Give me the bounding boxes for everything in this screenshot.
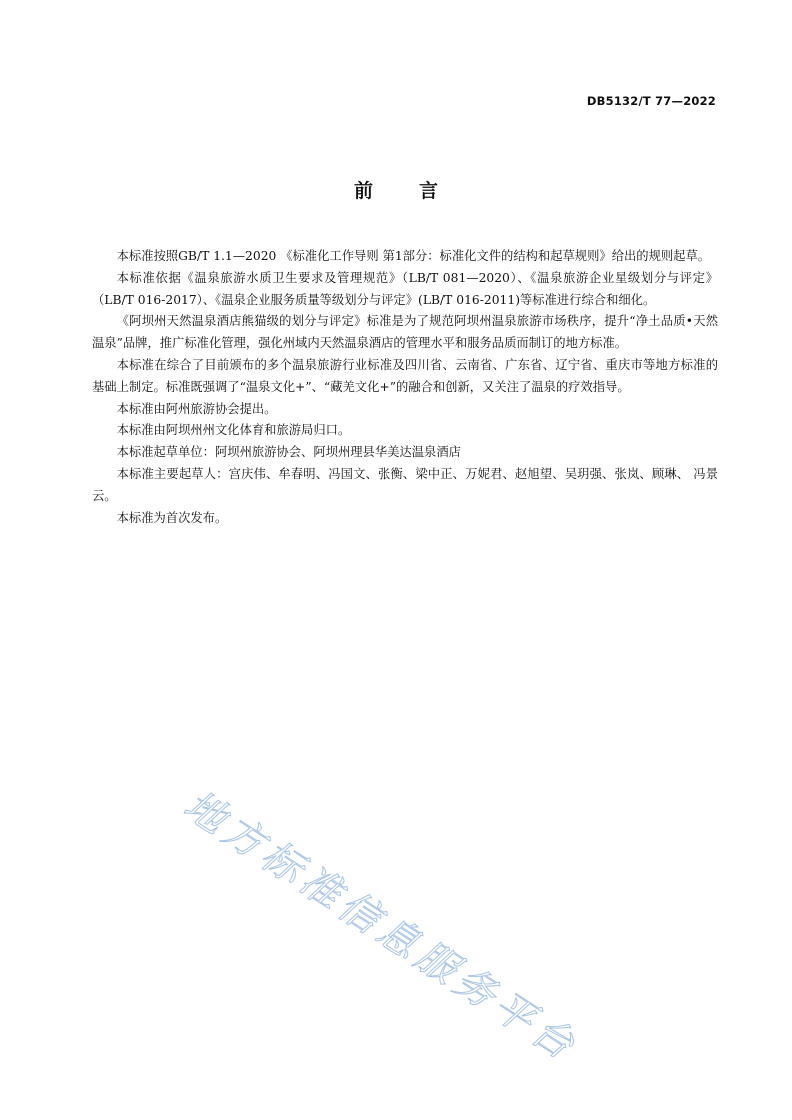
foreword-body — [92, 246, 718, 529]
paragraph-purpose: 《阿坝州天然温泉酒店熊猫级的划分与评定》标准是为了规范阿坝州温泉旅游市场秩序，提升“净土品质•天然温泉”品牌，推广标准化管理，强化州域内天然温泉酒店的管理水平和服务品质而制订的地方标准。 — [92, 314, 718, 351]
paragraph-reference-standards: 本标准依据《温泉旅游水质卫生要求及管理规范》（LB/T 081—2020）、《温泉旅游企业星级划分与评定》（LB/T 016-2017）、《温泉企业服务质量等级划分与评定》(LB/T 016-2011)等标准进行综合和细化。 — [92, 270, 718, 307]
page-title: 前言 — [353, 180, 484, 202]
paragraph-drafting-units: 本标准起草单位：阿坝州旅游协会、阿坝州理县华美达温泉酒店 — [116, 445, 461, 460]
paragraph-managed-by: 本标准由阿坝州州文化体育和旅游局归口。 — [116, 423, 351, 438]
paragraph-drafting-rules: 本标准按照GB/T 1.1—2020 《标准化工作导则 第1部分：标准化文件的结构和起草规则》给出的规则起草。 — [116, 249, 711, 263]
paragraph-first-release: 本标准为首次发布。 — [116, 510, 228, 525]
paragraph-proposed-by: 本标准由阿州旅游协会提出。 — [116, 401, 277, 416]
paragraph-drafters: 本标准主要起草人：宫庆伟、牟春明、冯国文、张衡、梁中正、万妮君、赵旭望、吴玥强、张岚、顾琳、 冯景云。 — [92, 466, 718, 503]
standard-code: DB5132/T 77—2022 — [586, 94, 716, 108]
paragraph-basis: 本标准在综合了目前颁布的多个温泉旅游行业标准及四川省、云南省、广东省、辽宁省、重庆市等地方标准的基础上制定。标准既强调了“温泉文化+”、“藏羌文化+”的融合和创新，又关注了温泉的疗效指导。 — [92, 357, 718, 394]
watermark: 地方标准信息服务平台 — [175, 782, 587, 1072]
